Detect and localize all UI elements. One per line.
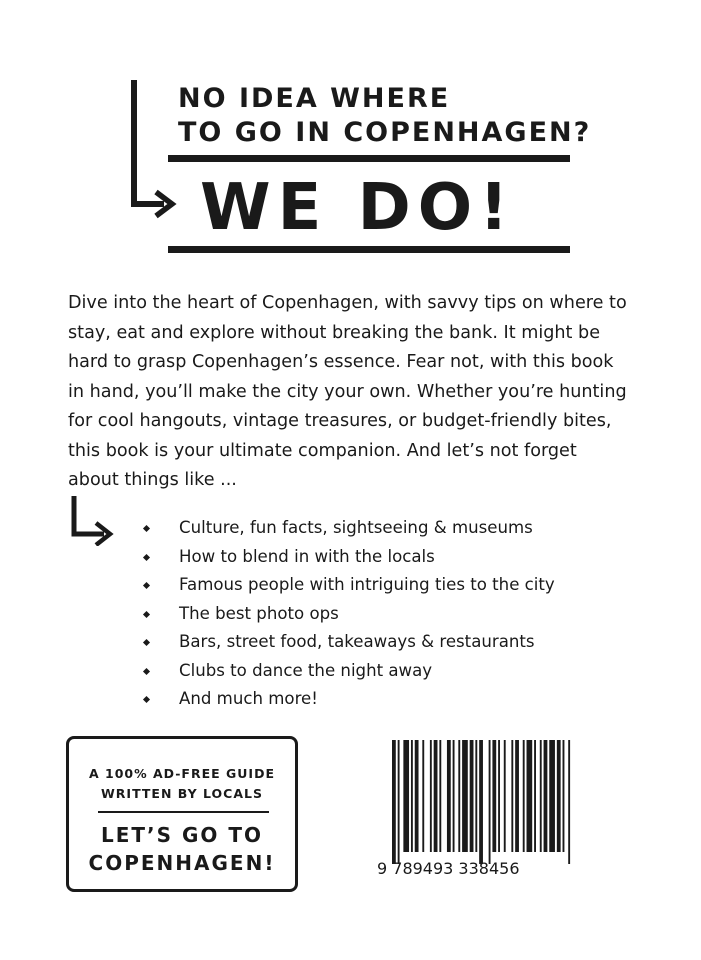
- list-item: [140, 657, 555, 686]
- header-return-arrow-icon: [124, 80, 184, 220]
- diamond-bullet-icon: [143, 553, 150, 560]
- badge-cta-line-1: LET’S GO TO: [100, 823, 264, 847]
- barcode-bar: [568, 740, 570, 864]
- isbn-barcode: [392, 740, 572, 864]
- barcode-bar: [479, 740, 483, 864]
- barcode-bar: [415, 740, 419, 852]
- barcode-bar: [492, 740, 496, 852]
- barcode-bar: [411, 740, 413, 852]
- badge-tagline-line-2: WRITTEN BY LOCALS: [101, 786, 263, 801]
- isbn-number: 9 789493 338456: [377, 859, 520, 878]
- list-item: [140, 685, 555, 714]
- barcode-bar: [462, 740, 468, 852]
- barcode-bar: [498, 740, 500, 852]
- barcode-bar: [470, 740, 474, 852]
- barcode-bar: [439, 740, 441, 852]
- diamond-bullet-icon: [143, 696, 150, 703]
- diamond-bullet-icon: [143, 639, 150, 646]
- barcode-bar: [540, 740, 542, 852]
- badge-tagline: [69, 764, 295, 804]
- list-item-text: The best photo ops: [179, 603, 339, 623]
- barcode-bar: [475, 740, 477, 852]
- badge-call-to-action: [69, 821, 295, 877]
- badge-tagline-line-1: A 100% AD-FREE GUIDE: [88, 766, 276, 781]
- list-item-text: Clubs to dance the night away: [179, 660, 433, 680]
- list-return-arrow-icon: [66, 496, 126, 546]
- headline-answer: WE DO!: [200, 171, 516, 245]
- list-item-text: Bars, street food, takeaways & restaurants: [179, 632, 535, 651]
- barcode-bar: [511, 740, 513, 852]
- list-item-text: Famous people with intriguing ties to the city: [179, 575, 555, 594]
- diamond-bullet-icon: [143, 610, 150, 617]
- barcode-bar: [403, 740, 409, 852]
- ad-free-badge: [66, 736, 298, 892]
- list-item: [140, 628, 555, 657]
- headline-top-rule: [168, 155, 570, 162]
- headline-line-2: TO GO IN COPENHAGEN?: [178, 117, 592, 148]
- barcode-bar: [447, 740, 451, 852]
- barcode-bar: [515, 740, 519, 852]
- barcode-bar: [504, 740, 506, 852]
- list-item: [140, 514, 555, 543]
- headline-bottom-rule: [168, 246, 570, 253]
- barcode-bar: [563, 740, 565, 852]
- headline-question: [178, 82, 598, 150]
- list-item-text: Culture, fun facts, sightseeing & museums: [179, 518, 533, 537]
- diamond-bullet-icon: [143, 582, 150, 589]
- badge-divider: [98, 811, 269, 813]
- barcode-bar: [453, 740, 455, 852]
- barcode-bar: [534, 740, 536, 852]
- list-item: [140, 600, 555, 629]
- list-item-text: How to blend in with the locals: [179, 546, 435, 566]
- barcode-bar: [544, 740, 548, 852]
- barcode-bar: [434, 740, 438, 852]
- barcode-bar: [398, 740, 400, 864]
- diamond-bullet-icon: [143, 667, 150, 674]
- badge-cta-line-2: COPENHAGEN!: [88, 851, 276, 875]
- feature-list: [140, 514, 555, 714]
- list-item: [140, 571, 555, 600]
- intro-paragraph: Dive into the heart of Copenhagen, with savvy tips on where to stay, eat and explore without breaking the bank. It might be hard to grasp Copenhagen’s essence. Fear not, with this book in hand, you’ll make the city your own. Whether you’re hunting for cool hangouts, vintage treasures, or budget-friendly bites, this book is your ultimate companion. And let’s not forget about things like ...: [68, 293, 627, 490]
- list-item: [140, 543, 555, 572]
- headline-line-1: NO IDEA WHERE: [178, 83, 451, 114]
- barcode-bar: [557, 740, 561, 852]
- list-item-text: And much more!: [179, 689, 318, 708]
- barcode-bar: [489, 740, 491, 864]
- barcode-bar: [523, 740, 525, 852]
- barcode-bar: [527, 740, 533, 852]
- barcode-bar: [392, 740, 396, 864]
- barcode-bar: [422, 740, 424, 852]
- barcode-bar: [430, 740, 432, 852]
- barcode-bar: [549, 740, 555, 852]
- barcode-bar: [458, 740, 460, 852]
- diamond-bullet-icon: [143, 525, 150, 532]
